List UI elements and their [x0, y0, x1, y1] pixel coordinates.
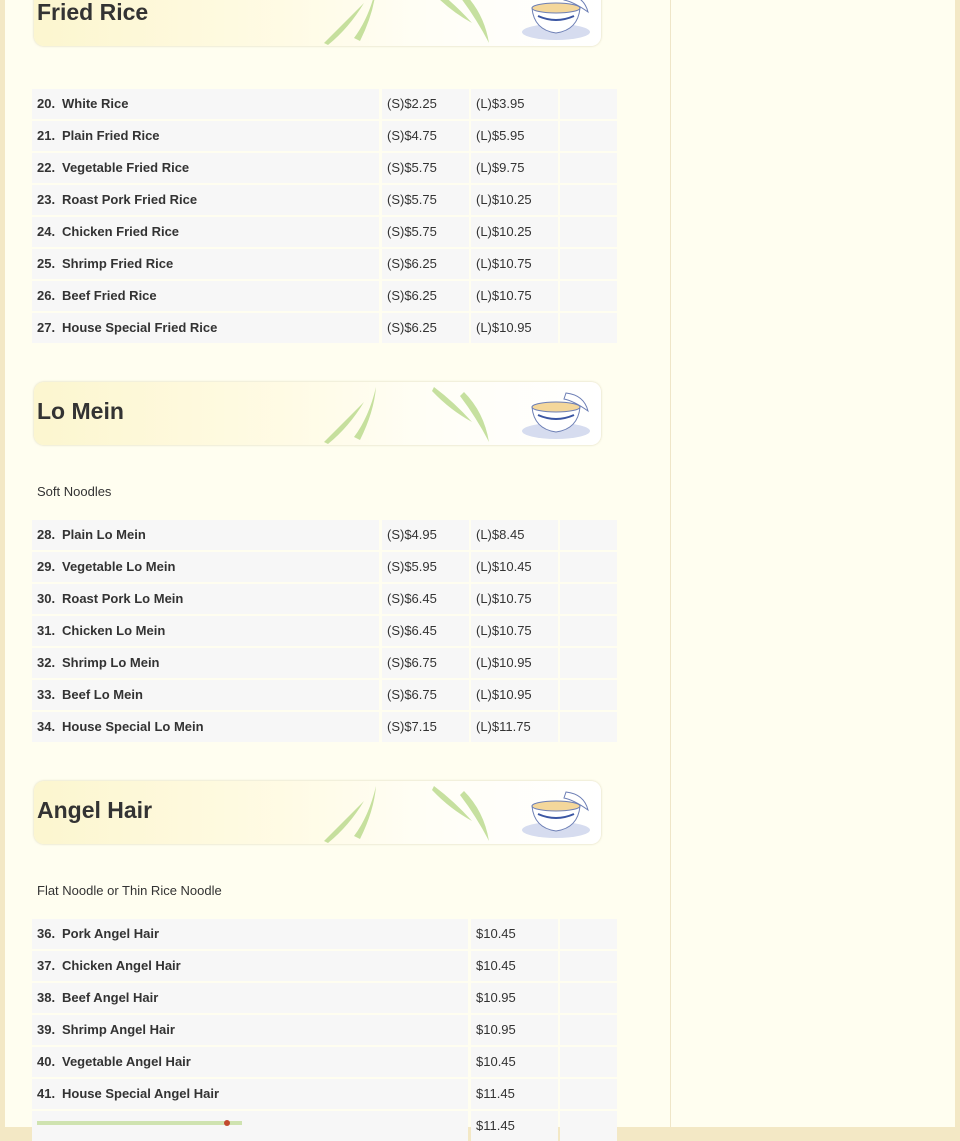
item-name — [32, 185, 379, 215]
item-number: 38. — [37, 990, 56, 1005]
item-name — [32, 983, 468, 1013]
price: $11.45 — [471, 1079, 558, 1109]
section-note: Soft Noodles — [37, 484, 112, 499]
item-number: 27. — [37, 320, 56, 335]
item-number: 40. — [37, 1054, 56, 1069]
item-number: 32. — [37, 655, 56, 670]
empty-cell — [560, 552, 617, 582]
item-number: 25. — [37, 256, 56, 271]
item-name — [32, 951, 468, 981]
item-label: Beef Angel Hair — [62, 990, 159, 1005]
section-title: Angel Hair — [37, 797, 153, 823]
item-number: 30. — [37, 591, 56, 606]
item-number: 29. — [37, 559, 56, 574]
section-title: Fried Rice — [37, 0, 149, 25]
bamboo-leaves-icon — [314, 0, 524, 46]
small-price: (S)$6.25 — [382, 249, 469, 279]
empty-cell — [560, 313, 617, 343]
empty-cell — [560, 217, 617, 247]
item-name — [32, 89, 379, 119]
empty-cell — [560, 520, 617, 550]
section-title: Lo Mein — [37, 398, 124, 424]
item-number: 34. — [37, 719, 56, 734]
large-price: (L)$11.75 — [471, 712, 558, 742]
item-label: Shrimp Angel Hair — [62, 1022, 175, 1037]
empty-cell — [560, 616, 617, 646]
large-price: (L)$10.95 — [471, 648, 558, 678]
small-price: (S)$6.45 — [382, 616, 469, 646]
item-label: House Special Angel Hair — [62, 1086, 220, 1101]
empty-cell — [560, 185, 617, 215]
empty-cell — [560, 89, 617, 119]
large-price: (L)$10.75 — [471, 584, 558, 614]
small-price: (S)$5.75 — [382, 153, 469, 183]
item-number: 24. — [37, 224, 56, 239]
item-name — [32, 121, 379, 151]
item-name — [32, 217, 379, 247]
item-number: 22. — [37, 160, 56, 175]
large-price: (L)$10.95 — [471, 680, 558, 710]
small-price: (S)$6.45 — [382, 584, 469, 614]
large-price: (L)$5.95 — [471, 121, 558, 151]
large-price: (L)$9.75 — [471, 153, 558, 183]
item-label: Vegetable Lo Mein — [62, 559, 176, 574]
empty-cell — [560, 680, 617, 710]
item-name — [32, 552, 379, 582]
item-label: Chicken Lo Mein — [62, 623, 166, 638]
item-label: Shrimp Fried Rice — [62, 256, 174, 271]
item-name — [32, 680, 379, 710]
empty-cell — [560, 712, 617, 742]
teacup-icon — [504, 385, 594, 445]
item-label: Beef Fried Rice — [62, 288, 157, 303]
small-price: (S)$6.75 — [382, 680, 469, 710]
item-name — [32, 1047, 468, 1077]
item-label: White Rice — [62, 96, 129, 111]
small-price: (S)$6.25 — [382, 281, 469, 311]
small-price: (S)$5.75 — [382, 185, 469, 215]
empty-cell — [560, 1047, 617, 1077]
item-number: 33. — [37, 687, 56, 702]
item-number: 23. — [37, 192, 56, 207]
empty-cell — [560, 249, 617, 279]
item-name — [32, 281, 379, 311]
item-label: Pork Angel Hair — [62, 926, 160, 941]
item-name — [32, 919, 468, 949]
item-label: Roast Pork Lo Mein — [62, 591, 184, 606]
item-number: 37. — [37, 958, 56, 973]
item-label: Vegetable Fried Rice — [62, 160, 190, 175]
item-number: 26. — [37, 288, 56, 303]
price: $10.95 — [471, 1015, 558, 1045]
small-price: (S)$4.75 — [382, 121, 469, 151]
item-name — [32, 584, 379, 614]
item-label: Plain Fried Rice — [62, 128, 160, 143]
item-number: 31. — [37, 623, 56, 638]
empty-cell — [560, 153, 617, 183]
item-label: Shrimp Lo Mein — [62, 655, 160, 670]
empty-cell — [560, 648, 617, 678]
large-price: (L)$10.75 — [471, 249, 558, 279]
item-name — [32, 153, 379, 183]
item-name — [32, 616, 379, 646]
lo-mein-header — [34, 382, 601, 445]
item-name — [32, 520, 379, 550]
item-thumbnail-icon — [37, 1111, 247, 1141]
item-label: Vegetable Angel Hair — [62, 1054, 191, 1069]
price: $10.45 — [471, 1047, 558, 1077]
item-name — [32, 249, 379, 279]
empty-cell — [560, 281, 617, 311]
item-number: 36. — [37, 926, 56, 941]
empty-cell — [560, 1079, 617, 1109]
price: $10.45 — [471, 951, 558, 981]
bamboo-leaves-icon — [314, 781, 524, 844]
menu-page — [5, 0, 955, 1133]
large-price: (L)$10.25 — [471, 217, 558, 247]
teacup-icon — [504, 784, 594, 844]
small-price: (S)$7.15 — [382, 712, 469, 742]
large-price: (L)$10.25 — [471, 185, 558, 215]
empty-cell — [560, 983, 617, 1013]
large-price: (L)$3.95 — [471, 89, 558, 119]
item-label: Beef Lo Mein — [62, 687, 143, 702]
large-price: (L)$10.95 — [471, 313, 558, 343]
item-label: House Special Lo Mein — [62, 719, 204, 734]
empty-cell — [560, 584, 617, 614]
price: $10.95 — [471, 983, 558, 1013]
angel-hair-header — [34, 781, 601, 844]
item-name — [32, 1111, 468, 1141]
item-name — [32, 648, 379, 678]
item-number: 39. — [37, 1022, 56, 1037]
fried-rice-header — [34, 0, 601, 46]
price: $11.45 — [471, 1111, 558, 1141]
teacup-icon — [504, 0, 594, 46]
empty-cell — [560, 919, 617, 949]
small-price: (S)$6.75 — [382, 648, 469, 678]
empty-cell — [560, 951, 617, 981]
empty-cell — [560, 1111, 617, 1141]
section-note: Flat Noodle or Thin Rice Noodle — [37, 883, 222, 898]
item-label: Roast Pork Fried Rice — [62, 192, 198, 207]
small-price: (S)$2.25 — [382, 89, 469, 119]
small-price: (S)$6.25 — [382, 313, 469, 343]
empty-cell — [560, 121, 617, 151]
item-name — [32, 712, 379, 742]
large-price: (L)$10.45 — [471, 552, 558, 582]
large-price: (L)$10.75 — [471, 281, 558, 311]
item-name — [32, 1079, 468, 1109]
column-divider — [670, 0, 671, 1127]
large-price: (L)$8.45 — [471, 520, 558, 550]
item-label: Chicken Fried Rice — [62, 224, 180, 239]
item-number: 41. — [37, 1086, 56, 1101]
empty-cell — [560, 1015, 617, 1045]
bamboo-leaves-icon — [314, 382, 524, 445]
item-label: Chicken Angel Hair — [62, 958, 181, 973]
small-price: (S)$5.95 — [382, 552, 469, 582]
small-price: (S)$5.75 — [382, 217, 469, 247]
item-number: 28. — [37, 527, 56, 542]
item-name — [32, 313, 379, 343]
price: $10.45 — [471, 919, 558, 949]
item-number: 21. — [37, 128, 56, 143]
item-number: 20. — [37, 96, 56, 111]
small-price: (S)$4.95 — [382, 520, 469, 550]
large-price: (L)$10.75 — [471, 616, 558, 646]
item-label: House Special Fried Rice — [62, 320, 218, 335]
item-name — [32, 1015, 468, 1045]
item-label: Plain Lo Mein — [62, 527, 146, 542]
